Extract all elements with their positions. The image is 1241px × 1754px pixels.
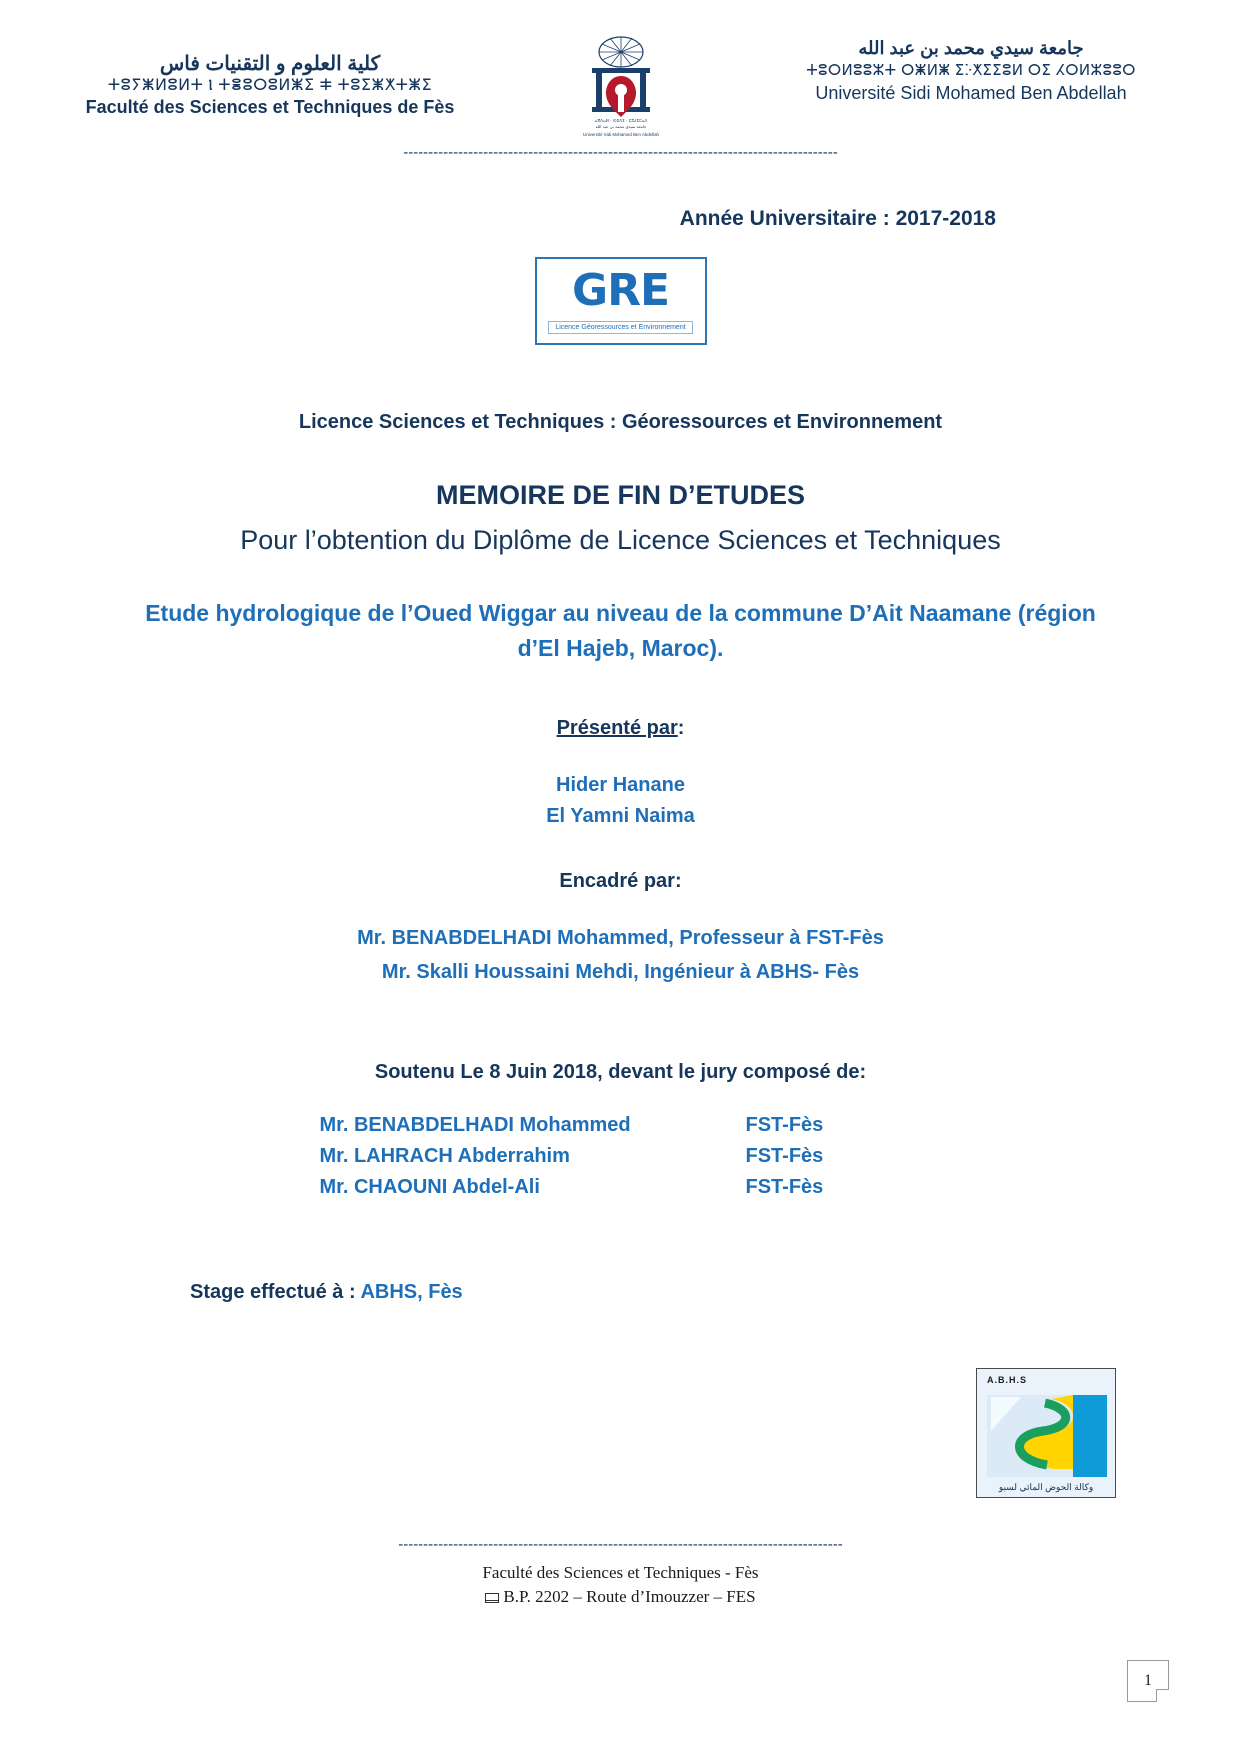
academic-year: Année Universitaire : 2017-2018 (679, 207, 996, 230)
faculty-name-french: Faculté des Sciences et Techniques de Fès (85, 97, 455, 117)
abhs-logo (976, 1368, 1116, 1498)
footer-line-1: Faculté des Sciences et Techniques - Fès (482, 1563, 759, 1582)
internship-label: Stage effectué à : (190, 1281, 356, 1303)
svg-text:ⴰⴳⴷⴰⵍ · ⵙⵉⴷⵉ · ⵎⵓⵃⵎⵎⴰⴷ: ⴰⴳⴷⴰⵍ · ⵙⵉⴷⵉ · ⵎⵓⵃⵎⵎⴰⴷ (594, 118, 647, 123)
footer-divider: ----------------------------------------------------------------------------------------- (398, 1536, 843, 1553)
supervised-by-label (0, 870, 1241, 893)
faculty-name-arabic: كلية العلوم و التقنيات فاس (159, 53, 381, 75)
jury-member-affiliation: FST-Fès (745, 1145, 824, 1167)
supervised-by-text: Encadré par (559, 870, 675, 892)
list-item: Mr. BENABDELHADI Mohammed, Professeur à FST-Fès (357, 927, 884, 949)
list-item: Mr. Skalli Houssaini Mehdi, Ingénieur à ABHS- Fès (381, 961, 860, 983)
presented-by-label (0, 717, 1241, 740)
gre-logo (535, 257, 707, 345)
header-divider: --------------------------------------------------------------------------------------- (403, 144, 838, 161)
memoire-subheading: Pour l’obtention du Diplôme de Licence Sciences et Techniques (240, 525, 1001, 555)
list-item: El Yamni Naima (546, 805, 695, 827)
presented-by-text: Présenté par (556, 717, 678, 739)
table-row (316, 1141, 926, 1172)
page-number: 1 (1127, 1660, 1169, 1702)
footer-address: B.P. 2202 – Route d’Imouzzer – FES (503, 1587, 756, 1606)
list-item: Hider Hanane (556, 774, 685, 796)
table-row (316, 1172, 926, 1203)
faculty-name-tifinagh: ⵜⵓⵢⵥⵍⵓⵍⵜ Ⲓ ⵜⴻⵓⵔⵓⵍⵥⵉ ⵐ ⵜⵓⵉⵥⵅⵜⵥⵉ (107, 77, 433, 94)
header-emblem-block (556, 14, 686, 144)
jury-table (316, 1110, 926, 1203)
table-row (316, 1110, 926, 1141)
authors-list (0, 770, 1241, 832)
page-footer (0, 1536, 1241, 1607)
defense-line: Soutenu Le 8 Juin 2018, devant le jury composé de: (374, 1061, 867, 1083)
supervised-by-colon: : (674, 870, 682, 892)
university-emblem-icon (578, 32, 664, 144)
abhs-logo-caption: A.B.H.S (987, 1375, 1028, 1385)
mail-icon (485, 1593, 499, 1603)
jury-member-name: Mr. LAHRACH Abderrahim (319, 1145, 570, 1167)
header-university-block (761, 14, 1181, 106)
header-faculty-block (60, 14, 480, 119)
page-header (0, 0, 1241, 140)
internship-value: ABHS, Fès (360, 1281, 463, 1303)
jury-member-name: Mr. CHAOUNI Abdel-Ali (319, 1176, 540, 1198)
university-name-tifinagh: ⵜⵓⵔⵍⵓⵓⵣⵜ ⵔⵥⵍⵥ ⵉⴾⵅⵉⵉⵓⵍ ⵔⵉ ⵃⵔⵍⵣⵓⵓⵔ (806, 62, 1136, 80)
jury-member-name: Mr. BENABDELHADI Mohammed (319, 1114, 631, 1136)
presented-by-colon: : (677, 717, 685, 739)
abhs-logo-graphic (977, 1369, 1116, 1498)
svg-text:جامعة سيدي محمد بن عبد الله: جامعة سيدي محمد بن عبد الله (595, 124, 646, 129)
university-name-arabic: جامعة سيدي محمد بن عبد الله (858, 38, 1084, 58)
memoire-heading: MEMOIRE DE FIN D’ETUDES (435, 480, 806, 510)
program-line: Licence Sciences et Techniques : Géoressources et Environnement (298, 411, 943, 433)
footer-line-2 (0, 1587, 1241, 1607)
jury-table-wrapper (0, 1110, 1241, 1203)
gre-logo-text: GRE (571, 264, 670, 316)
university-name-french: Université Sidi Mohamed Ben Abdellah (815, 82, 1127, 103)
thesis-title: Etude hydrologique de l’Oued Wiggar au niveau de la commune D’Ait Naamane (région d’El Hajeb, Maroc). (145, 600, 1096, 661)
program-logo-wrapper (0, 257, 1241, 345)
gre-logo-subtitle: Licence Géoressources et Environnement (548, 321, 692, 334)
abhs-logo-arabic-caption: وكالة الحوض المائي لسبو (998, 1482, 1094, 1492)
jury-member-affiliation: FST-Fès (745, 1176, 824, 1198)
svg-text:Université Sidi Mohamed Ben Ab: Université Sidi Mohamed Ben Abdellah (582, 132, 659, 137)
jury-member-affiliation: FST-Fès (745, 1114, 824, 1136)
internship-line (0, 1281, 1241, 1304)
supervisors-list (0, 921, 1241, 989)
